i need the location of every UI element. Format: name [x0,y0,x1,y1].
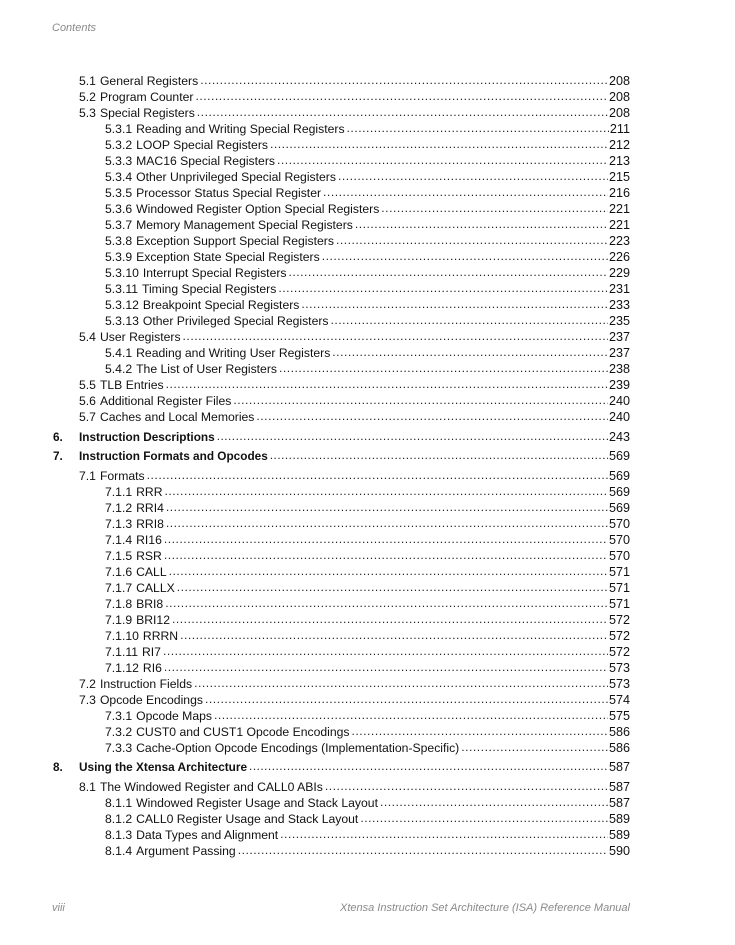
toc-entry-number: 8.1.3 [105,827,133,842]
toc-entry-title: Instruction Formats and Opcodes [79,449,268,463]
toc-page-number: 569 [608,468,630,483]
toc-entry[interactable] [79,469,630,485]
toc-entry-title: Exception Support Special Registers [136,234,334,248]
toc-entry[interactable] [105,844,630,860]
toc-page-number: 223 [608,234,630,248]
toc-page-number: 571 [608,580,630,595]
toc-entry-number: 7.1.2 [105,500,133,515]
toc-page-number: 569 [608,484,630,499]
toc-dot-leader [164,660,608,674]
toc-page-number: 573 [608,660,630,675]
toc-entry-number: 5.3.10 [105,266,139,280]
toc-page-number: 240 [608,410,630,424]
toc-dot-leader [323,185,608,199]
toc-entry[interactable] [105,170,630,186]
toc-dot-leader [347,121,609,135]
toc-entry[interactable] [105,202,630,218]
toc-entry-number: 5.7 [79,410,96,424]
toc-dot-leader [197,105,608,119]
toc-entry[interactable] [105,314,630,330]
toc-page-number: 586 [608,724,630,739]
toc-dot-leader [200,73,608,87]
toc-entry[interactable] [105,122,630,138]
toc-page-number: 243 [608,429,630,444]
toc-entry-number: 5.1 [79,74,96,88]
toc-dot-leader [332,345,608,359]
toc-entry-title: Breakpoint Special Registers [142,298,300,312]
toc-entry-title: RRRN [142,628,179,643]
toc-entry-number: 5.2 [79,90,96,104]
toc-entry-title: Timing Special Registers [141,282,277,296]
toc-entry-title: CALL [136,564,167,579]
toc-entry[interactable] [105,812,630,828]
toc-entry[interactable] [79,106,630,122]
toc-page-number: 237 [608,346,630,360]
toc-entry-title: RRI4 [136,500,164,515]
toc-dot-leader [177,580,608,594]
toc-entry-title: Cache-Option Opcode Encodings (Implementation-Specific) [136,740,460,755]
toc-entry[interactable] [79,693,630,709]
toc-entry[interactable] [105,501,630,517]
toc-entry-title: Other Privileged Special Registers [142,314,329,328]
toc-entry[interactable] [105,485,630,501]
toc-entry-number: 5.4.1 [105,346,133,360]
toc-page-number: 240 [608,394,630,408]
toc-page-number: 569 [608,449,630,463]
toc-entry-title: RSR [136,548,162,563]
toc-entry-number: 5.3.12 [105,298,139,312]
toc-dot-leader [336,233,608,247]
toc-dot-leader [289,265,608,279]
toc-dot-leader [164,548,608,562]
toc-dot-leader [280,827,608,841]
toc-entry-title: LOOP Special Registers [136,138,268,152]
toc-page-number: 586 [608,740,630,755]
toc-entry-title: Using the Xtensa Architecture [79,760,248,774]
toc-entry-title: Instruction Descriptions [79,429,215,444]
toc-entry-number: 5.3.1 [105,122,133,136]
toc-entry-title: Additional Register Files [99,394,232,408]
toc-entry-title: Exception State Special Registers [136,250,320,264]
toc-entry[interactable] [105,346,630,362]
toc-entry-number: 5.3.6 [105,202,133,216]
toc-entry[interactable] [105,597,630,613]
toc-entry[interactable] [105,266,630,282]
toc-entry-number: 7.1.11 [105,644,138,659]
toc-dot-leader [214,708,608,722]
toc-entry[interactable] [105,517,630,533]
toc-entry[interactable] [105,234,630,250]
toc-page-number: 208 [608,106,630,120]
toc-entry[interactable] [105,533,630,549]
running-header: Contents [52,22,97,34]
toc-page-number: 587 [608,795,630,810]
toc-dot-leader [172,612,608,626]
toc-page-number: 215 [608,170,630,184]
toc-page-number: 226 [608,250,630,264]
toc-dot-leader [147,468,608,482]
toc-page-number: 221 [608,202,630,216]
toc-entry-title: RI6 [142,660,162,675]
toc-page-number: 212 [608,138,630,152]
toc-entry[interactable] [105,282,630,298]
toc-entry-title: Opcode Maps [136,708,212,723]
toc-entry-title: General Registers [99,74,199,88]
toc-entry-number: 7.1.5 [105,548,133,563]
toc-entry-number: 5.3.5 [105,186,133,200]
toc-entry[interactable] [105,218,630,234]
toc-page-number: 573 [608,676,630,691]
toc-dot-leader [166,500,608,514]
toc-entry-title: Instruction Fields [99,676,193,691]
toc-entry[interactable] [105,661,630,677]
toc-page-number: 238 [608,362,630,376]
toc-chapter-entry[interactable] [53,449,630,465]
toc-entry-title: Processor Status Special Register [136,186,322,200]
toc-dot-leader [205,692,608,706]
page-number: viii [52,902,65,914]
toc-entry-title: RI16 [136,532,162,547]
toc-page-number: 237 [608,330,630,344]
toc-dot-leader [355,217,608,231]
toc-entry-number: 7.3.3 [105,740,133,755]
toc-page-number: 208 [608,74,630,88]
toc-entry-number: 7.1.4 [105,532,133,547]
toc-dot-leader [278,281,608,295]
manual-title: Xtensa Instruction Set Architecture (ISA) Reference Manual [339,902,630,914]
toc-entry[interactable] [105,828,630,844]
toc-page-number: 570 [608,548,630,563]
toc-entry[interactable] [105,645,630,661]
toc-dot-leader [338,169,608,183]
toc-entry[interactable] [105,549,630,565]
toc-entry-number: 5.3.11 [105,282,138,296]
toc-entry-title: Program Counter [99,90,194,104]
toc-entry-title: RI7 [141,644,161,659]
toc-page-number: 208 [608,90,630,104]
toc-page-number: 570 [608,532,630,547]
toc-entry-number: 8.1.1 [105,795,133,810]
toc-entry-number: 8.1 [79,779,96,794]
toc-entry[interactable] [79,330,630,346]
toc-entry[interactable] [105,298,630,314]
toc-entry-number: 5.3.8 [105,234,133,248]
toc-entry-number: 8.1.2 [105,811,133,826]
toc-entry-title: TLB Entries [99,378,164,392]
toc-entry-title: The Windowed Register and CALL0 ABIs [99,779,323,794]
toc-entry-number: 7.1.3 [105,516,133,531]
toc-entry-title: Windowed Register Option Special Registers [136,202,380,216]
toc-entry-title: BRI8 [136,596,164,611]
toc-entry-number: 7.2 [79,676,96,691]
toc-entry[interactable] [79,74,630,90]
toc-page-number: 587 [608,779,630,794]
toc-entry-number: 8.1.4 [105,843,133,858]
toc-dot-leader [165,596,608,610]
toc-entry-number: 6. [53,429,63,444]
toc-entry-title: Interrupt Special Registers [142,266,287,280]
toc-entry-title: CALL0 Register Usage and Stack Layout [136,811,359,826]
toc-entry[interactable] [105,613,630,629]
toc-entry-number: 7.3 [79,692,96,707]
toc-dot-leader [270,137,608,151]
toc-dot-leader [217,429,608,443]
toc-page-number: 572 [608,628,630,643]
toc-entry-title: CUST0 and CUST1 Opcode Encodings [136,724,350,739]
toc-entry-number: 5.4 [79,330,96,344]
toc-entry-number: 5.3.4 [105,170,133,184]
toc-entry-number: 7.1.8 [105,596,133,611]
toc-entry[interactable] [105,725,630,741]
toc-entry-number: 7.3.2 [105,724,133,739]
toc-dot-leader [461,740,608,754]
toc-page-number: 231 [608,282,630,296]
toc-entry-title: Other Unprivileged Special Registers [136,170,336,184]
toc-page-number: 589 [608,827,630,842]
toc-entry-title: Caches and Local Memories [99,410,255,424]
toc-page-number: 211 [609,122,630,136]
toc-dot-leader [279,361,608,375]
toc-page-number: 229 [608,266,630,280]
toc-entry[interactable] [79,677,630,693]
toc-dot-leader [163,644,608,658]
toc-entry-number: 5.3.3 [105,154,133,168]
toc-entry-title: CALLX [136,580,175,595]
toc-entry-title: RRI8 [136,516,164,531]
toc-dot-leader [322,249,608,263]
toc-entry-number: 7.1.6 [105,564,133,579]
toc-entry[interactable] [105,154,630,170]
toc-entry-number: 7.1.10 [105,628,139,643]
toc-entry-title: Windowed Register Usage and Stack Layout [136,795,378,810]
toc-entry[interactable] [79,780,630,796]
toc-entry[interactable] [79,394,630,410]
toc-dot-leader [270,448,608,462]
toc-dot-leader [183,329,608,343]
toc-entry-number: 7.3.1 [105,708,133,723]
toc-page-number: 574 [608,692,630,707]
toc-entry[interactable] [105,709,630,725]
toc-page-number: 572 [608,644,630,659]
toc-entry-number: 8. [53,760,63,774]
toc-chapter-entry[interactable] [53,760,630,776]
toc-dot-leader [164,532,608,546]
toc-dot-leader [195,89,608,103]
toc-entry[interactable] [105,565,630,581]
toc-entry[interactable] [105,741,630,757]
toc-entry-title: MAC16 Special Registers [136,154,275,168]
toc-dot-leader [360,811,608,825]
toc-entry-number: 7.1.12 [105,660,139,675]
toc-dot-leader [194,676,608,690]
toc-dot-leader [166,516,608,530]
toc-entry-title: Opcode Encodings [99,692,203,707]
toc-page-number: 575 [608,708,630,723]
toc-dot-leader [166,377,608,391]
toc-dot-leader [352,724,608,738]
toc-page-number: 590 [608,843,630,858]
toc-entry-title: RRR [136,484,163,499]
toc-entry[interactable] [105,362,630,378]
toc-entry-title: Data Types and Alignment [136,827,279,842]
toc-page-number: 239 [608,378,630,392]
toc-entry-number: 5.4.2 [105,362,133,376]
toc-entry-number: 5.3.13 [105,314,139,328]
toc-page-number: 216 [608,186,630,200]
toc-page-number: 571 [608,596,630,611]
toc-entry-title: Reading and Writing User Registers [136,346,331,360]
toc-entry-number: 7. [53,449,63,463]
toc-entry-number: 5.6 [79,394,96,408]
toc-entry-title: Argument Passing [136,843,236,858]
toc-entry[interactable] [105,581,630,597]
toc-dot-leader [381,201,608,215]
toc-chapter-entry[interactable] [53,429,630,446]
toc-entry-title: User Registers [99,330,181,344]
toc-page-number: 572 [608,612,630,627]
toc-page-number: 235 [608,314,630,328]
toc-entry-number: 7.1.9 [105,612,133,627]
toc-entry-number: 5.5 [79,378,96,392]
toc-page-number: 213 [608,154,630,168]
toc-entry-title: Formats [99,468,145,483]
toc-entry-title: BRI12 [136,612,170,627]
toc-entry-number: 5.3 [79,106,96,120]
toc-entry-number: 7.1.1 [105,484,133,499]
toc-dot-leader [180,628,608,642]
toc-dot-leader [256,409,608,423]
toc-entry-title: Special Registers [99,106,195,120]
toc-entry-number: 7.1 [79,468,96,483]
toc-entry-number: 5.3.9 [105,250,133,264]
toc-page-number: 570 [608,516,630,531]
toc-entry-title: Reading and Writing Special Registers [136,122,345,136]
toc-page-number: 569 [608,500,630,515]
toc-entry-title: The List of User Registers [136,362,277,376]
toc-dot-leader [169,564,608,578]
toc-dot-leader [331,313,608,327]
toc-dot-leader [277,153,608,167]
toc-entry[interactable] [79,410,630,426]
toc-entry[interactable] [105,186,630,202]
toc-entry-number: 5.3.7 [105,218,133,232]
toc-dot-leader [238,843,608,857]
toc-entry-title: Memory Management Special Registers [136,218,353,232]
toc-entry[interactable] [79,90,630,106]
toc-page-number: 233 [608,298,630,312]
toc-dot-leader [165,484,608,498]
toc-dot-leader [380,795,608,809]
toc-page-number: 221 [608,218,630,232]
toc-dot-leader [233,393,608,407]
toc-entry-number: 5.3.2 [105,138,133,152]
toc-page-number: 587 [608,760,630,774]
toc-entry[interactable] [79,378,630,394]
toc-dot-leader [325,779,608,793]
toc-entry[interactable] [105,250,630,266]
toc-page-number: 571 [608,564,630,579]
toc-entry[interactable] [105,796,630,812]
toc-entry-number: 7.1.7 [105,580,133,595]
toc-page-number: 589 [608,811,630,826]
toc-entry[interactable] [105,629,630,645]
toc-entry[interactable] [105,138,630,154]
toc-dot-leader [249,759,608,773]
toc-dot-leader [301,297,608,311]
